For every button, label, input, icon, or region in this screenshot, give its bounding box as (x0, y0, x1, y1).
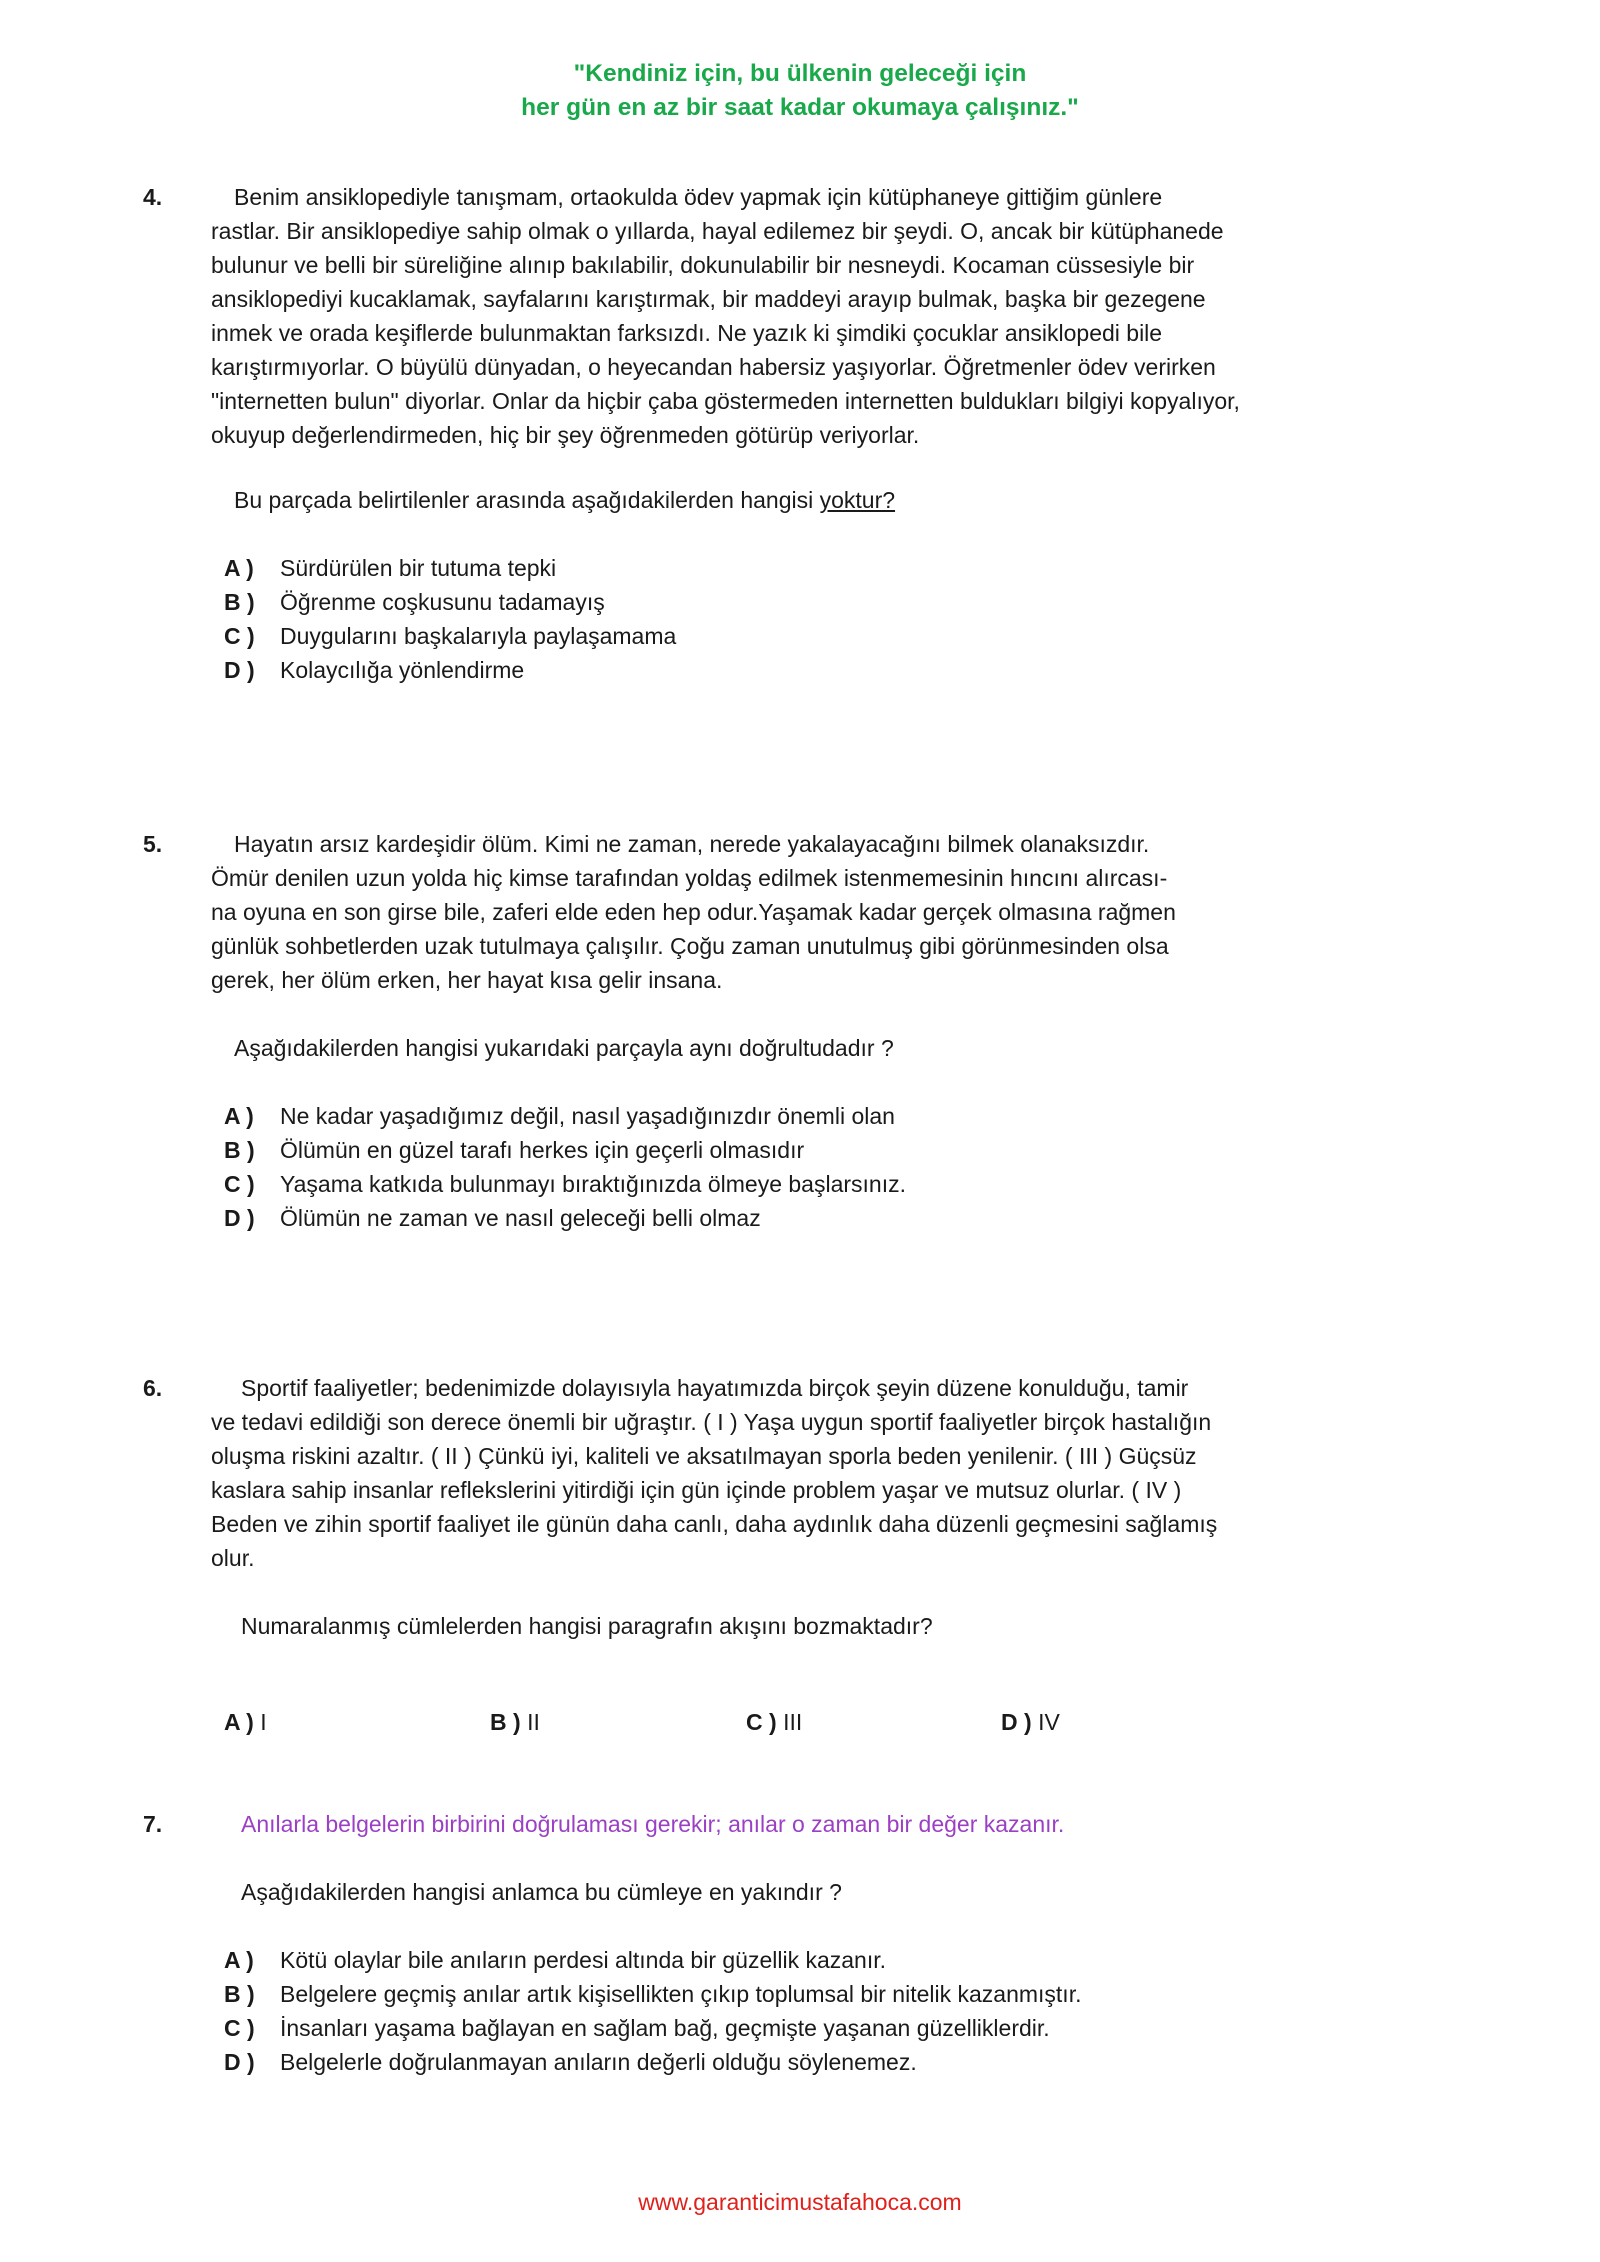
option-letter: B ) (224, 589, 255, 615)
option-text: IV (1038, 1709, 1060, 1735)
option-text: Ne kadar yaşadığımız değil, nasıl yaşadığınızdır önemli olan (280, 1103, 895, 1129)
passage-line: bulunur ve belli bir süreliğine alınıp bakılabilir, dokunulabilir bir nesneydi. Kocaman cüssesiyle bir (211, 252, 1195, 278)
question-passage (211, 180, 1431, 452)
option-letter: A ) (224, 1103, 254, 1129)
question-stem: Aşağıdakilerden hangisi anlamca bu cümleye en yakındır ? (241, 1879, 842, 1905)
option-letter: D ) (224, 2049, 255, 2075)
option-letter: B ) (490, 1709, 521, 1735)
motto-header (0, 57, 1600, 125)
passage-line: kaslara sahip insanlar reflekslerini yitirdiği için gün içinde problem yaşar ve mutsuz olurlar. ( IV ) (211, 1477, 1182, 1503)
question-number: 6. (143, 1375, 163, 1401)
option-text: Ölümün ne zaman ve nasıl geleceği belli olmaz (280, 1205, 761, 1231)
option-text: I (260, 1709, 267, 1735)
question-stem (234, 483, 895, 517)
motto-line-2: her gün en az bir saat kadar okumaya çalışınız." (521, 94, 1079, 121)
option-letter: C ) (224, 623, 255, 649)
question-passage (211, 1371, 1431, 1575)
passage-line: okuyup değerlendirmeden, hiç bir şey öğrenmeden götürüp veriyorlar. (211, 422, 920, 448)
question-stem: Numaralanmış cümlelerden hangisi paragrafın akışını bozmaktadır? (241, 1613, 933, 1639)
stem-text: Bu parçada belirtilenler arasında aşağıdakilerden hangisi (234, 487, 820, 513)
option-text: Ölümün en güzel tarafı herkes için geçerli olmasıdır (280, 1137, 805, 1163)
option-letter: A ) (224, 555, 254, 581)
option-letter: B ) (224, 1981, 255, 2007)
stem-underlined: yoktur? (819, 487, 896, 513)
passage-line: rastlar. Bir ansiklopediye sahip olmak o yıllarda, hayal edilemez bir şeydi. O, ancak bir kütüphanede (211, 218, 1224, 244)
option-text: Kötü olaylar bile anıların perdesi altında bir güzellik kazanır. (280, 1947, 887, 1973)
motto-line-1: "Kendiniz için, bu ülkenin geleceği için (573, 60, 1027, 87)
option-text: Kolaycılığa yönlendirme (280, 657, 525, 683)
option-c[interactable] (746, 1705, 802, 1739)
question-passage (211, 1807, 1431, 1841)
option-text: Yaşama katkıda bulunmayı bıraktığınızda ölmeye başlarsınız. (280, 1171, 906, 1197)
option-d[interactable] (1001, 1705, 1060, 1739)
option-letter: A ) (224, 1947, 254, 1973)
option-text: Belgelerle doğrulanmayan anıların değerli olduğu söylenemez. (280, 2049, 917, 2075)
passage-line: inmek ve orada keşiflerde bulunmaktan farksızdı. Ne yazık ki şimdiki çocuklar ansiklopedi bile (211, 320, 1163, 346)
question-number: 7. (143, 1811, 163, 1837)
option-letter: A ) (224, 1709, 254, 1735)
option-letter: C ) (224, 1171, 255, 1197)
option-letter: D ) (224, 1205, 255, 1231)
option-text: Belgelere geçmiş anılar artık kişisellikten çıkıp toplumsal bir nitelik kazanmıştır. (280, 1981, 1082, 2007)
option-text: II (527, 1709, 540, 1735)
footer-website-link[interactable]: www.garanticimustafahoca.com (638, 2189, 962, 2215)
passage-line: Ömür denilen uzun yolda hiç kimse tarafından yoldaş edilmek istenmemesinin hıncını alırcası- (211, 865, 1168, 891)
question-stem: Aşağıdakilerden hangisi yukarıdaki parçayla aynı doğrultudadır ? (234, 1035, 894, 1061)
passage-line: na oyuna en son girse bile, zaferi elde eden hep odur.Yaşamak kadar gerçek olmasına rağmen (211, 899, 1176, 925)
passage-line: Sportif faaliyetler; bedenimizde dolayısıyla hayatımızda birçok şeyin düzene konulduğu, tamir (241, 1375, 1189, 1401)
option-text: İnsanları yaşama bağlayan en sağlam bağ, geçmişte yaşanan güzelliklerdir. (280, 2015, 1050, 2041)
option-text: Sürdürülen bir tutuma tepki (280, 555, 557, 581)
passage-line: Hayatın arsız kardeşidir ölüm. Kimi ne zaman, nerede yakalayacağını bilmek olanaksızdır. (234, 831, 1150, 857)
passage-line: ansiklopediyi kucaklamak, sayfalarını karıştırmak, bir maddeyi arayıp bulmak, başka bir gezegene (211, 286, 1206, 312)
passage-line: olur. (211, 1545, 255, 1571)
option-text: Öğrenme coşkusunu tadamayış (280, 589, 605, 615)
passage-line: günlük sohbetlerden uzak tutulmaya çalışılır. Çoğu zaman unutulmuş gibi görünmesinden olsa (211, 933, 1169, 959)
option-text: Duygularını başkalarıyla paylaşamama (280, 623, 677, 649)
answer-options-inline (224, 1705, 1224, 1739)
question-number: 5. (143, 831, 163, 857)
passage-line: karıştırmıyorlar. O büyülü dünyadan, o heyecandan habersiz yaşıyorlar. Öğretmenler ödev verirken (211, 354, 1216, 380)
passage-line: ve tedavi edildiği son derece önemli bir uğraştır. ( I ) Yaşa uygun sportif faaliyetler birçok hastalığın (211, 1409, 1212, 1435)
passage-line: Benim ansiklopediyle tanışmam, ortaokulda ödev yapmak için kütüphaneye gittiğim günlere (234, 184, 1163, 210)
option-letter: C ) (224, 2015, 255, 2041)
option-letter: C ) (746, 1709, 777, 1735)
option-letter: B ) (224, 1137, 255, 1163)
question-passage (211, 827, 1431, 997)
option-text: III (783, 1709, 803, 1735)
passage-line: gerek, her ölüm erken, her hayat kısa gelir insana. (211, 967, 723, 993)
option-letter: D ) (1001, 1709, 1032, 1735)
passage-line: "internetten bulun" diyorlar. Onlar da hiçbir çaba göstermeden internetten buldukları bilgiyi kopyalıyor, (211, 388, 1240, 414)
passage-line: oluşma riskini azaltır. ( II ) Çünkü iyi, kaliteli ve aksatılmayan sporla beden yenilenir. ( III ) Güçsüz (211, 1443, 1197, 1469)
highlighted-sentence: Anılarla belgelerin birbirini doğrulaması gerekir; anılar o zaman bir değer kazanır. (241, 1811, 1065, 1837)
option-b[interactable] (490, 1705, 540, 1739)
question-number: 4. (143, 184, 163, 210)
option-letter: D ) (224, 657, 255, 683)
passage-line: Beden ve zihin sportif faaliyet ile günün daha canlı, daha aydınlık daha düzenli geçmesini sağlamış (211, 1511, 1218, 1537)
option-a[interactable] (224, 1705, 267, 1739)
